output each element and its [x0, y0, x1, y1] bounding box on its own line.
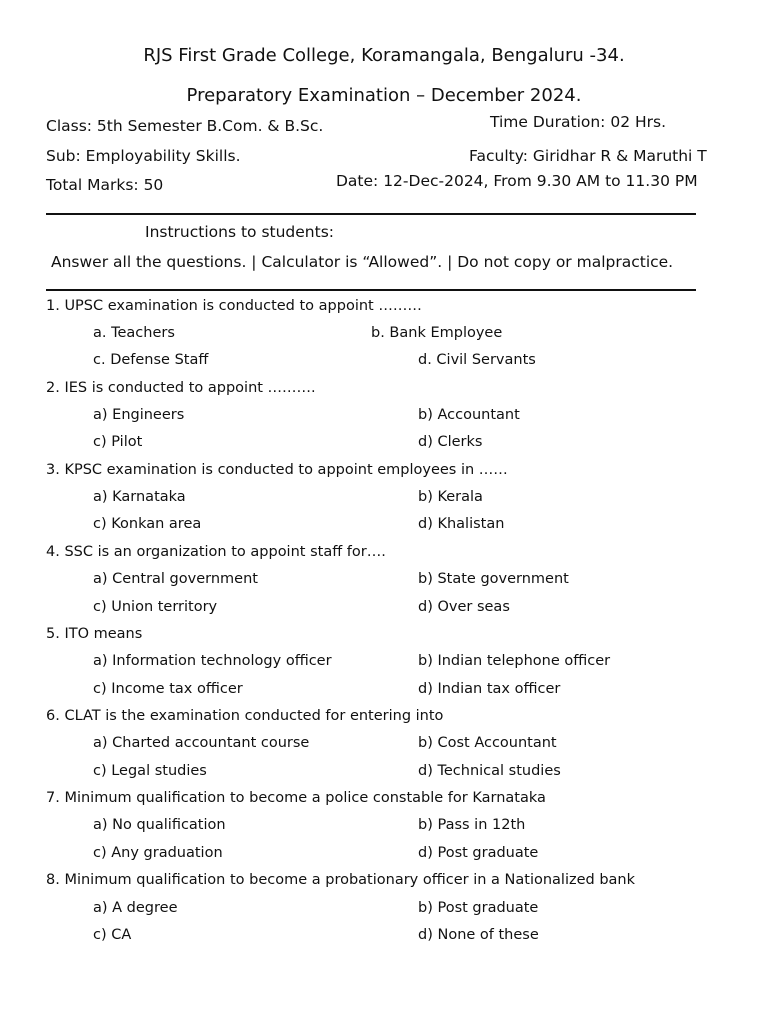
option: d) Indian tax officer	[418, 681, 561, 697]
option: d. Civil Servants	[418, 352, 536, 368]
instructions-text: Answer all the questions. | Calculator is “Allowed”. | Do not copy or malpractice.	[51, 253, 674, 271]
option: b) Cost Accountant	[418, 735, 557, 751]
option: c) CA	[93, 927, 132, 943]
question-text: 6. CLAT is the examination conducted for entering into	[46, 708, 444, 724]
exam-title: Preparatory Examination – December 2024.	[186, 85, 582, 106]
question-text: 7. Minimum qualification to become a police constable for Karnataka	[46, 790, 546, 806]
time-duration: Time Duration: 02 Hrs.	[490, 113, 667, 131]
total-marks: Total Marks: 50	[46, 176, 164, 194]
option: b) Indian telephone officer	[418, 653, 611, 669]
option: c) Konkan area	[93, 516, 202, 532]
option: a) Charted accountant course	[93, 735, 310, 751]
option: a) Central government	[93, 571, 258, 587]
option: a. Teachers	[93, 325, 175, 341]
college-name: RJS First Grade College, Koramangala, Bengaluru -34.	[143, 45, 625, 66]
question-text: 2. IES is conducted to appoint ……….	[46, 380, 316, 396]
question-text: 4. SSC is an organization to appoint staff for….	[46, 544, 386, 560]
question-text: 3. KPSC examination is conducted to appoint employees in ……	[46, 462, 508, 478]
option: c) Union territory	[93, 599, 218, 615]
option: d) Khalistan	[418, 516, 505, 532]
option: c) Legal studies	[93, 763, 207, 779]
divider-top	[46, 213, 696, 215]
class-info: Class: 5th Semester B.Com. & B.Sc.	[46, 117, 324, 135]
option: a) No qualification	[93, 817, 226, 833]
question-text: 5. ITO means	[46, 626, 143, 642]
option: a) Karnataka	[93, 489, 186, 505]
exam-date: Date: 12-Dec-2024, From 9.30 AM to 11.30 PM	[336, 172, 698, 190]
option: a) A degree	[93, 900, 178, 916]
option: b) Kerala	[418, 489, 483, 505]
option: d) None of these	[418, 927, 539, 943]
option: d) Technical studies	[418, 763, 561, 779]
question-text: 1. UPSC examination is conducted to appoint ………	[46, 298, 422, 314]
option: b) Post graduate	[418, 900, 539, 916]
question-text: 8. Minimum qualification to become a probationary officer in a Nationalized bank	[46, 872, 636, 888]
option: c) Income tax officer	[93, 681, 243, 697]
option: b) Pass in 12th	[418, 817, 526, 833]
option: d) Over seas	[418, 599, 510, 615]
faculty-info: Faculty: Giridhar R & Maruthi T	[469, 147, 707, 165]
option: d) Clerks	[418, 434, 483, 450]
option: b) Accountant	[418, 407, 520, 423]
option: b. Bank Employee	[371, 325, 503, 341]
divider-bottom	[46, 289, 696, 291]
subject-info: Sub: Employability Skills.	[46, 147, 241, 165]
option: c. Defense Staff	[93, 352, 209, 368]
option: d) Post graduate	[418, 845, 539, 861]
option: a) Information technology officer	[93, 653, 332, 669]
instructions-heading: Instructions to students:	[145, 223, 334, 241]
option: c) Any graduation	[93, 845, 223, 861]
option: a) Engineers	[93, 407, 185, 423]
option: b) State government	[418, 571, 569, 587]
option: c) Pilot	[93, 434, 143, 450]
